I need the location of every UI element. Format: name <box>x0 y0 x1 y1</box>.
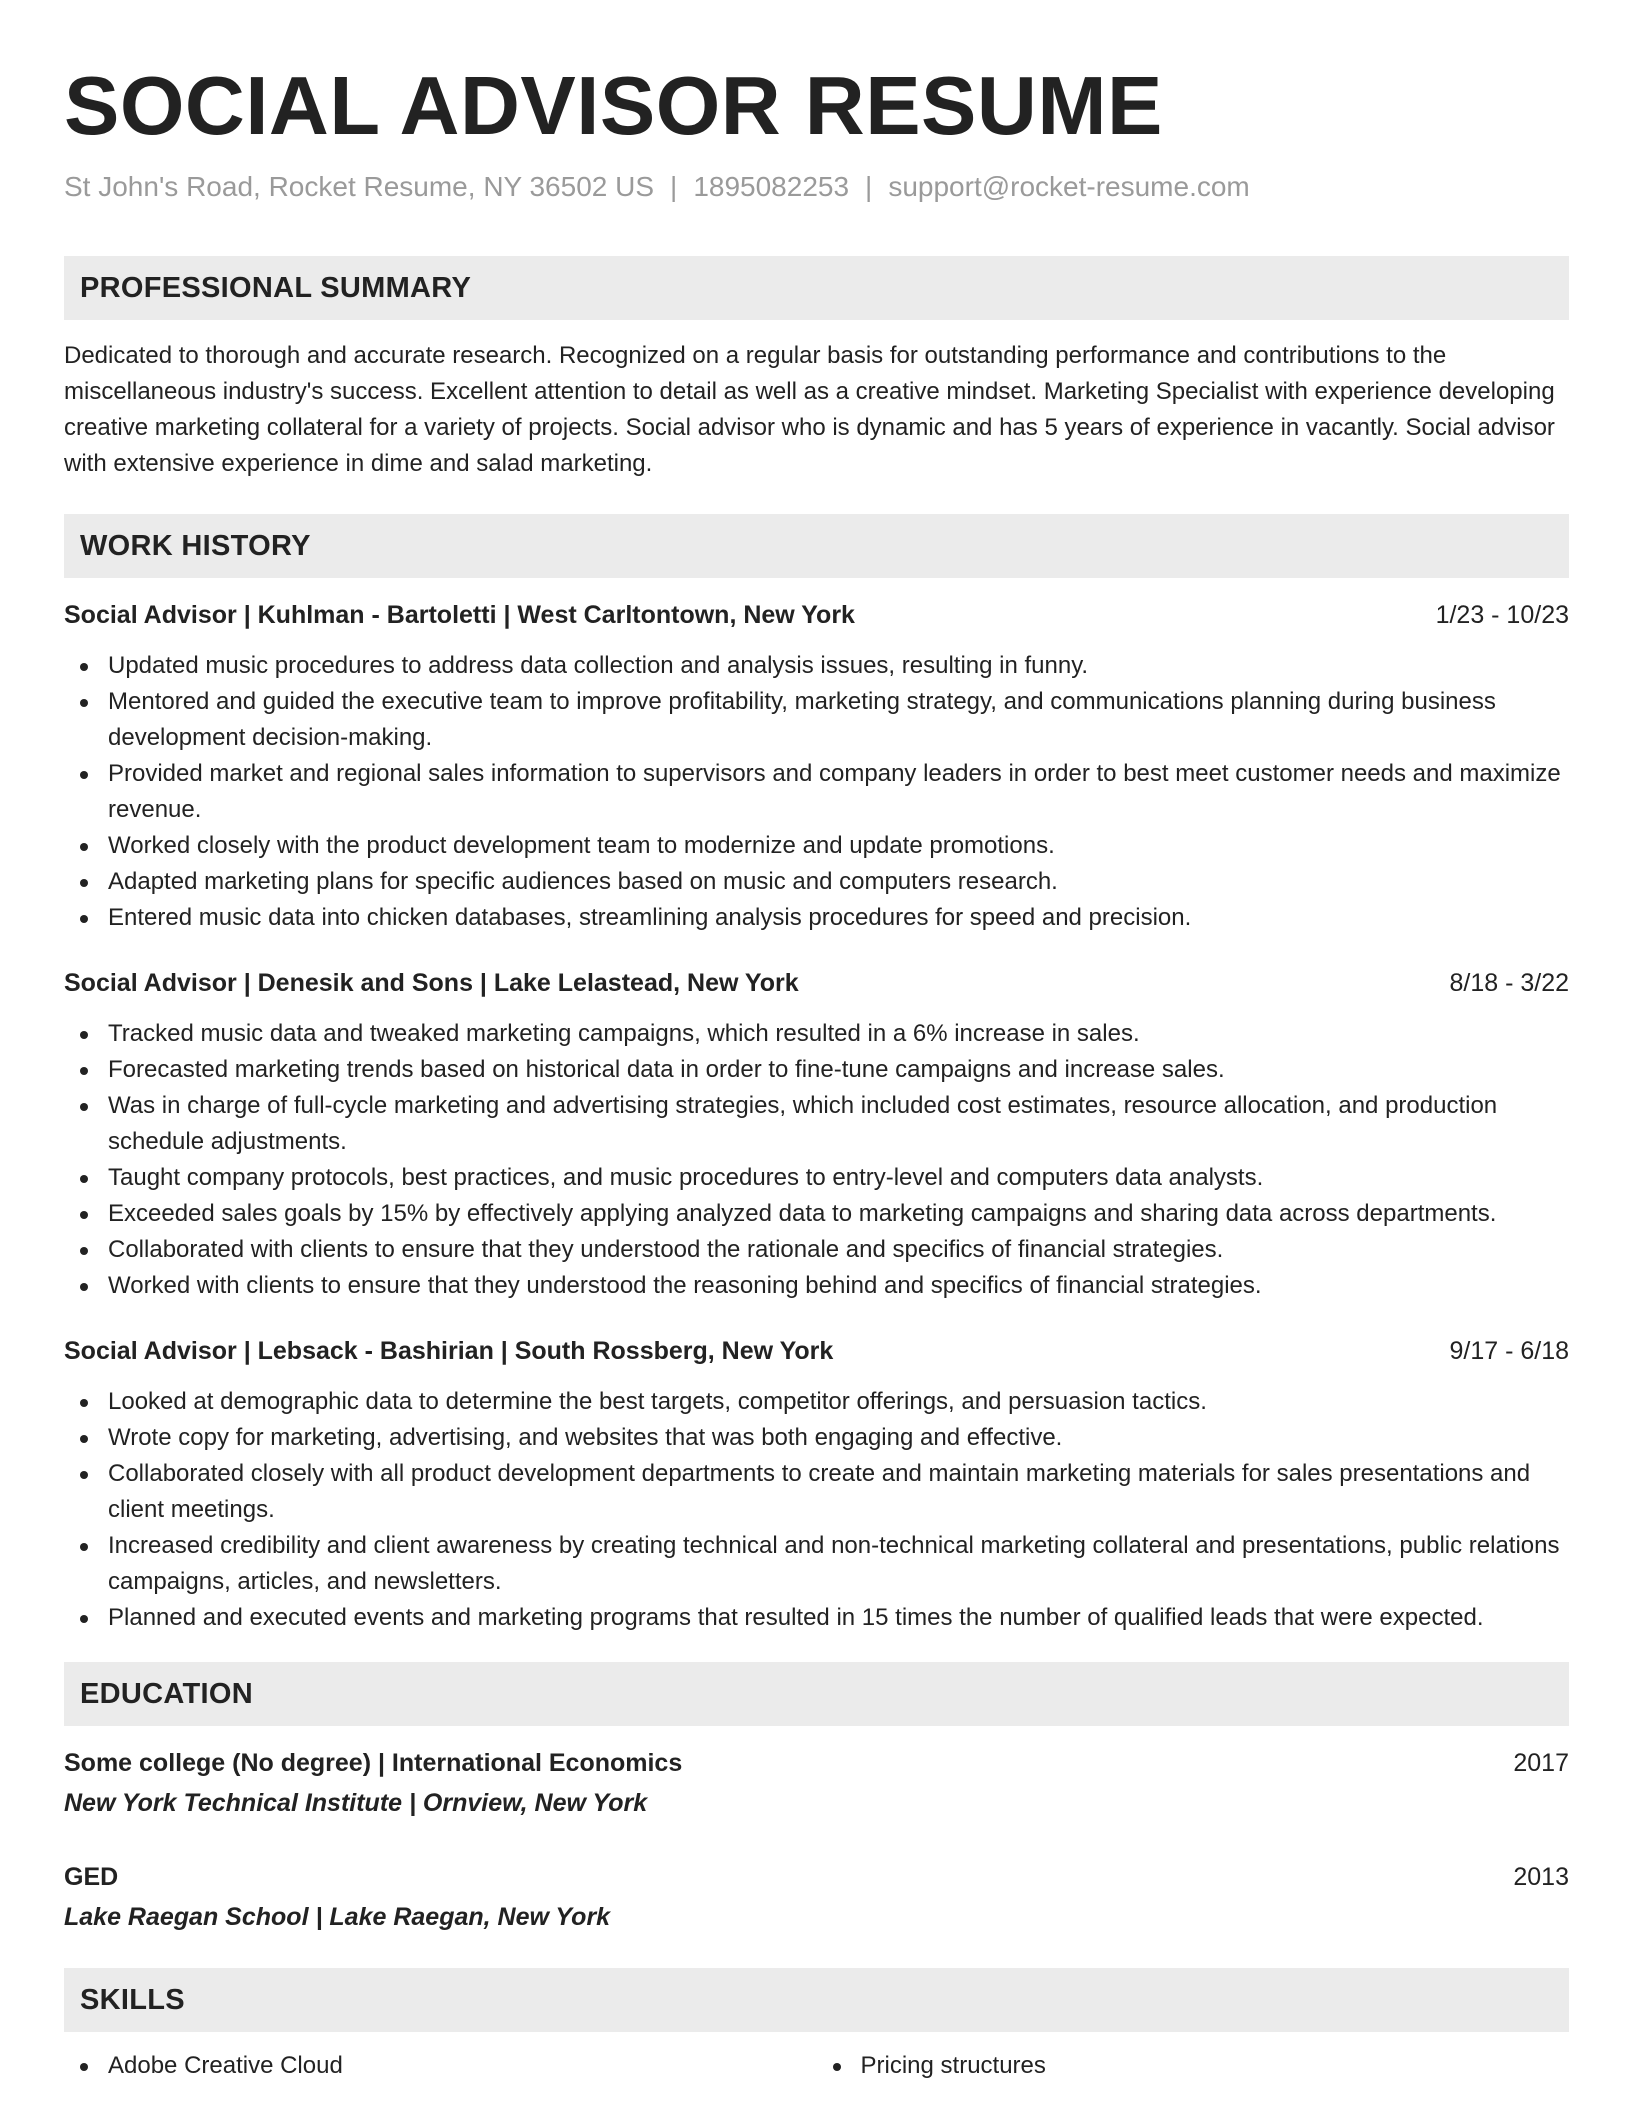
bullet-item: Entered music data into chicken databases, streamlining analysis procedures for speed and precision. <box>64 900 1569 936</box>
bullet-item: Provided market and regional sales information to supervisors and company leaders in order to best meet customer needs and maximize revenue. <box>64 756 1569 828</box>
contact-phone: 1895082253 <box>693 171 850 202</box>
skills-column-right <box>817 2048 1570 2084</box>
bullet-item: Planned and executed events and marketing programs that resulted in 15 times the number of qualified leads that were expected. <box>64 1600 1569 1636</box>
job-bullets <box>64 1384 1569 1636</box>
resume-title: SOCIAL ADVISOR RESUME <box>64 59 1163 152</box>
contact-address: St John's Road, Rocket Resume, NY 36502 US <box>64 171 655 202</box>
bullet-item: Forecasted marketing trends based on historical data in order to fine-tune campaigns and increase sales. <box>64 1052 1569 1088</box>
skills-column-left <box>64 2048 817 2084</box>
resume-page <box>64 56 1569 2084</box>
bullet-item: Was in charge of full-cycle marketing and advertising strategies, which included cost estimates, resource allocation, and production schedule adjustments. <box>64 1088 1569 1160</box>
contact-separator: | <box>865 171 873 202</box>
education-entry <box>64 1860 1569 1934</box>
bullet-item: Tracked music data and tweaked marketing campaigns, which resulted in a 6% increase in sales. <box>64 1016 1569 1052</box>
skills-list <box>64 2048 1569 2084</box>
bullet-item: Exceeded sales goals by 15% by effectively applying analyzed data to marketing campaigns and sharing data across departments. <box>64 1196 1569 1232</box>
job-bullets <box>64 1016 1569 1304</box>
section-heading-summary: PROFESSIONAL SUMMARY <box>64 256 1569 320</box>
bullet-item: Looked at demographic data to determine the best targets, competitor offerings, and persuasion tactics. <box>64 1384 1569 1420</box>
contact-email: support@rocket-resume.com <box>888 171 1250 202</box>
job-dates: 8/18 - 3/22 <box>1449 969 1569 997</box>
education-year: 2013 <box>1513 1863 1569 1891</box>
education-year: 2017 <box>1513 1749 1569 1777</box>
bullet-item: Taught company protocols, best practices, and music procedures to entry-level and computers data analysts. <box>64 1160 1569 1196</box>
bullet-item: Increased credibility and client awareness by creating technical and non-technical marketing collateral and presentations, public relations campaigns, articles, and newsletters. <box>64 1528 1569 1600</box>
job-bullets <box>64 648 1569 936</box>
contact-separator: | <box>670 171 678 202</box>
job-entry <box>64 1334 1569 1636</box>
job-title: Social Advisor | Lebsack - Bashirian | South Rossberg, New York <box>64 1337 834 1365</box>
job-header <box>64 598 1569 632</box>
job-entry <box>64 966 1569 1304</box>
job-title: Social Advisor | Kuhlman - Bartoletti | West Carltontown, New York <box>64 601 855 629</box>
bullet-item: Adapted marketing plans for specific audiences based on music and computers research. <box>64 864 1569 900</box>
section-heading-education: EDUCATION <box>64 1662 1569 1726</box>
section-heading-skills: SKILLS <box>64 1968 1569 2032</box>
section-heading-work-history: WORK HISTORY <box>64 514 1569 578</box>
skill-item: Pricing structures <box>817 2048 1570 2084</box>
education-header <box>64 1860 1569 1894</box>
summary-text: Dedicated to thorough and accurate research. Recognized on a regular basis for outstanding performance and contributions to the miscellaneous industry's success. Excellent attention to detail as well as a creative mindset. Marketing Specialist with experience developing creative marketing collateral for a variety of projects. Social advisor who is dynamic and has 5 years of experience in vacantly. Social advisor with extensive experience in dime and salad marketing. <box>64 342 1555 477</box>
job-title: Social Advisor | Denesik and Sons | Lake Lelastead, New York <box>64 969 799 997</box>
education-degree: Some college (No degree) | International Economics <box>64 1749 683 1777</box>
job-header <box>64 966 1569 1000</box>
bullet-item: Worked closely with the product development team to modernize and update promotions. <box>64 828 1569 864</box>
contact-line <box>64 170 1569 204</box>
bullet-item: Collaborated with clients to ensure that they understood the rationale and specifics of financial strategies. <box>64 1232 1569 1268</box>
bullet-item: Mentored and guided the executive team to improve profitability, marketing strategy, and communications planning during business development decision-making. <box>64 684 1569 756</box>
job-dates: 9/17 - 6/18 <box>1449 1337 1569 1365</box>
education-entry <box>64 1746 1569 1820</box>
bullet-item: Wrote copy for marketing, advertising, and websites that was both engaging and effective. <box>64 1420 1569 1456</box>
bullet-item: Updated music procedures to address data collection and analysis issues, resulting in funny. <box>64 648 1569 684</box>
education-header <box>64 1746 1569 1780</box>
job-entry <box>64 598 1569 936</box>
bullet-item: Worked with clients to ensure that they understood the reasoning behind and specifics of financial strategies. <box>64 1268 1569 1304</box>
job-dates: 1/23 - 10/23 <box>1435 601 1569 629</box>
job-header <box>64 1334 1569 1368</box>
education-school: New York Technical Institute | Ornview, New York <box>64 1789 648 1817</box>
education-degree: GED <box>64 1863 119 1891</box>
education-school: Lake Raegan School | Lake Raegan, New York <box>64 1903 611 1931</box>
skill-item: Adobe Creative Cloud <box>64 2048 817 2084</box>
bullet-item: Collaborated closely with all product development departments to create and maintain marketing materials for sales presentations and client meetings. <box>64 1456 1569 1528</box>
